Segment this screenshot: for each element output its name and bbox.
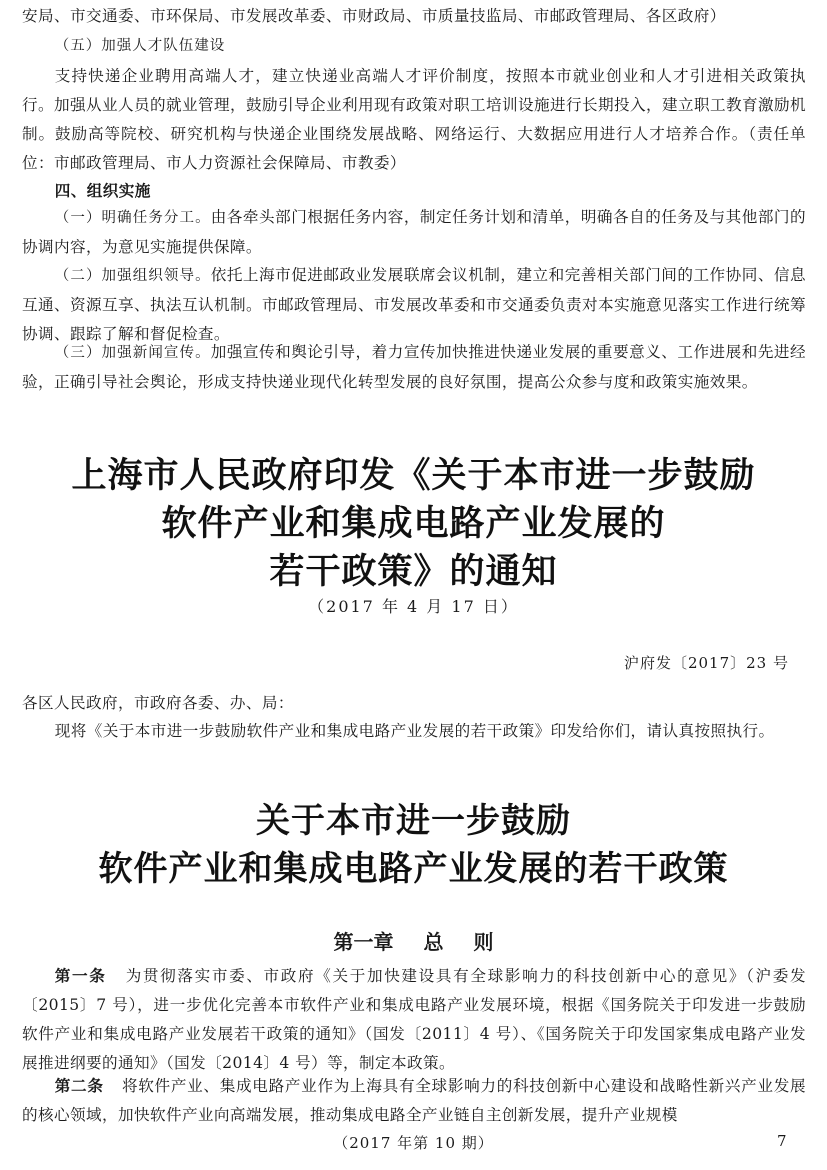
subsection-label: （五）加强人才队伍建设 [54,38,226,54]
item-body: 依托上海市促进邮政业发展联席会议机制，建立和完善相关部门间的工作协同、信息互通、资源互享、执法互认机制。市邮政管理局、市发展改革委和市交通委负责对本实施意见落实工作进行统筹协调、跟踪了解和督促检查。 [22,266,807,343]
article-1 [22,962,806,1078]
item-label: （三）加强新闻宣传。 [54,345,211,361]
item-body: 由各牵头部门根据任务内容，制定任务计划和清单，明确各自的任务及与其他部门的协调内容，为意见实施提供保障。 [22,208,807,256]
article-body: 为贯彻落实市委、市政府《关于加快建设具有全球影响力的科技创新中心的意见》（沪委发〔2015〕7 号），进一步优化完善本市软件产业和集成电路产业发展环境，根据《国务院关于印发进一步鼓励软件产业和集成电路产业发展若干政策的通知》（国发〔2011〕4 号）、《国务院关于印发国家集成电路产业发展推进纲要的通知》（国发〔2014〕4 号）等，制定本政策。 [22,967,806,1072]
chapter-number: 第一章 [333,930,394,954]
notice-date: （2017 年 4 月 17 日） [308,597,519,616]
subsection-5-heading [22,31,806,61]
implementation-item-1 [22,203,806,262]
text-line: 安局、市交通委、市环保局、市发展改革委、市财政局、市质量技监局、市邮政管理局、各区政府） [22,7,726,25]
page-number: 7 [777,1132,787,1150]
policy-title [0,797,827,893]
chapter-title-char: 则 [473,930,494,954]
item-label: （一）明确任务分工。 [54,210,211,226]
article-label: 第二条 [54,1077,104,1095]
issue-footer: （2017 年第 10 期） [333,1134,494,1152]
notice-title-line: 上海市人民政府印发《关于本市进一步鼓励 [71,456,756,496]
implementation-item-3 [22,338,806,397]
notice-title-line: 软件产业和集成电路产业发展的 [161,504,666,544]
article-2 [22,1072,806,1130]
article-body: 将软件产业、集成电路产业作为上海具有全球影响力的科技创新中心建设和战略性新兴产业发展的核心领域，加快软件产业向高端发展，推动集成电路全产业链自主创新发展，提升产业规模 [22,1077,806,1124]
notice-title-line: 若干政策》的通知 [269,552,558,592]
subsection-5-body: 支持快递企业聘用高端人才，建立快递业高端人才评价制度，按照本市就业创业和人才引进相关政策执行。加强从业人员的就业管理，鼓励引导企业利用现有政策对职工培训设施进行长期投入，建立职工教育激励机制。鼓励高等院校、研究机构与快递企业围绕发展战略、网络运行、大数据应用进行人才培养合作。（责任单位：市邮政管理局、市人力资源社会保障局、市教委） [22,67,806,172]
notice-body: 现将《关于本市进一步鼓励软件产业和集成电路产业发展的若干政策》印发给你们，请认真按照执行。 [54,722,775,740]
policy-title-line: 软件产业和集成电路产业发展的若干政策 [98,849,729,889]
document-number: 沪府发〔2017〕23 号 [623,654,789,672]
addressee: 各区人民政府，市政府各委、办、局： [22,694,294,712]
chapter-heading [0,926,827,955]
section-heading: 四、组织实施 [54,182,151,200]
section-4-heading [22,177,806,206]
article-label: 第一条 [54,967,107,985]
item-label: （二）加强组织领导。 [54,268,211,284]
item-body: 加强宣传和舆论引导，着力宣传加快推进快递业发展的重要意义、工作进展和先进经验，正确引导社会舆论，形成支持快递业现代化转型发展的良好氛围，提高公众参与度和政策实施效果。 [22,343,807,391]
chapter-title-char: 总 [423,930,444,954]
notice-title [0,452,827,596]
policy-title-line: 关于本市进一步鼓励 [256,801,571,841]
responsible-units-line [22,2,806,31]
implementation-item-2 [22,261,806,349]
